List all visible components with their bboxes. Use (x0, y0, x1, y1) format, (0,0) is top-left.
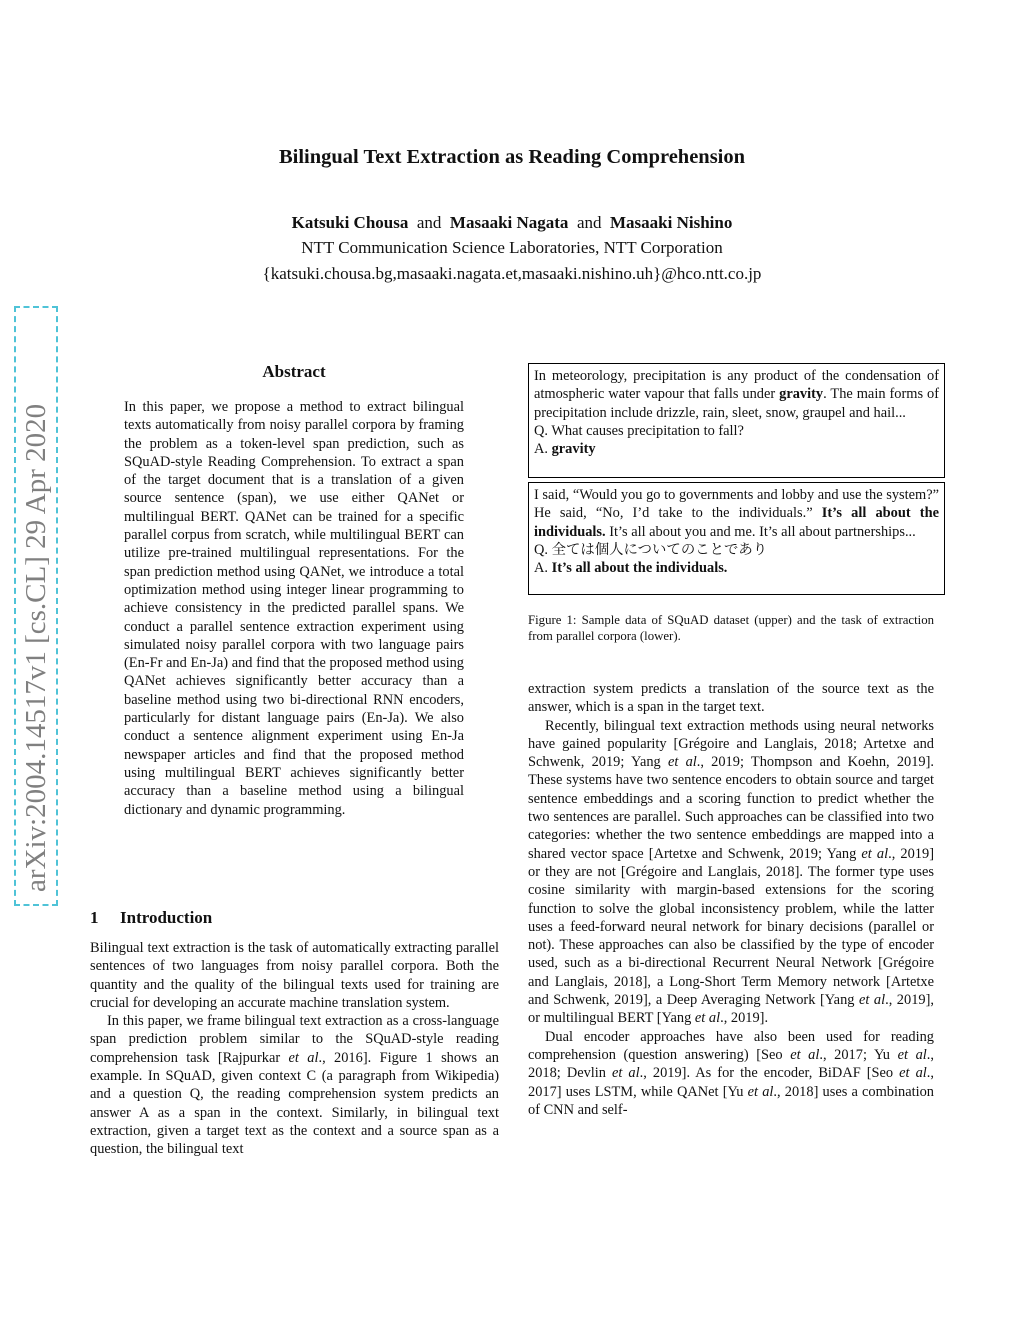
text-run: ., 2018; Devlin (528, 1046, 934, 1082)
citation-etal: et al (858, 992, 886, 1009)
paper-title: Bilingual Text Extraction as Reading Comprehension (278, 146, 746, 168)
author-list (0, 213, 1024, 233)
intro-right-column (528, 680, 934, 1119)
author-separator: and (416, 213, 442, 232)
figure-answer (534, 440, 939, 458)
text-run: ., 2019]. As for the encoder, BiDAF [Seo (639, 1065, 900, 1082)
citation-etal: et al (899, 1065, 927, 1082)
paragraph (528, 1028, 934, 1119)
figure-answer (534, 559, 939, 577)
section-number: 1 (90, 908, 99, 927)
citation-etal: et al (288, 1049, 319, 1066)
figure-context (534, 367, 939, 422)
citation-etal: et al (861, 845, 889, 862)
text-run: ., 2016]. Figure 1 shows an example. In SQuAD, given context C (a paragraph from Wikipedia) and a question Q, the reading comprehension system predicts an answer A as a span in the context. Similarly, in bilingual text extraction, given a target text as the context and a source span as a question, the bilingual text (90, 1049, 499, 1158)
text-run: In this paper, we frame bilingual text extraction as a cross-language span prediction problem similar to the SQuAD-style reading comprehension task [Rajpurkar (90, 1013, 499, 1066)
section-heading (90, 908, 212, 928)
citation-etal: et al (747, 1083, 774, 1100)
text-run: ., 2019]. (720, 1010, 769, 1027)
text-run: Dual encoder approaches have also been used for reading comprehension (question answering) [Seo (528, 1028, 934, 1063)
abstract-text: In this paper, we propose a method to extract bilingual texts automatically from noisy parallel corpora by framing the problem as a token-level span prediction, such as SQuAD-style Reading Comprehension. To extract a span of the target document that is a translation of a given source sentence (span), we use either QANet or multilingual BERT. QANet can be trained for a specific parallel corpus from scratch, while multilingual BERT can utilize pre-trained multilingual representations. For the span prediction method using QANet, we introduce a total optimization method using integer linear programming to achieve consistency in the predicted parallel spans. We conduct a parallel sentence extraction experiment using simulated noisy parallel corpora with two language pairs (En-Fr and En-Ja) and find that the proposed method using QANet achieves significantly better accuracy than a baseline method using two bi-directional RNN encoders, particularly for distant language pairs (En-Ja). We also conduct a sentence alignment experiment using En-Ja newspaper articles and find that the proposed method using multilingual BERT achieves significantly better accuracy than a baseline method using a bilingual dictionary and dynamic programming. (124, 399, 464, 818)
citation-etal: et al (694, 1010, 721, 1027)
text-run: ., 2019], or multilingual BERT [Yang (528, 992, 934, 1027)
citation-etal: et al (790, 1046, 820, 1063)
author-separator: and (576, 213, 602, 232)
abstract-heading: Abstract (262, 362, 326, 381)
text-run: ., 2017; Yu (819, 1046, 898, 1063)
author-name: Katsuki Chousa (291, 213, 409, 232)
text-run: In meteorology, precipitation is any product of the condensation of atmospheric water vapour that falls under (534, 368, 939, 403)
text-run: It’s all about you and me. It’s all about partnerships... (605, 523, 916, 540)
section-title: Introduction (120, 908, 213, 927)
author-emails: {katsuki.chousa.bg,masaaki.nagata.et,masaaki.nishino.uh}@hco.ntt.co.jp (262, 264, 762, 283)
figure-caption: Figure 1: Sample data of SQuAD dataset (upper) and the task of extraction from parallel corpora (lower). (528, 613, 934, 643)
answer-text: gravity (551, 441, 596, 458)
figure-box-squad (528, 363, 945, 478)
highlighted-answer: It’s all about the individuals. (534, 505, 939, 540)
citation-etal: et al (612, 1065, 640, 1082)
paragraph (528, 717, 934, 1028)
citation-etal: et al (667, 754, 697, 771)
highlighted-answer: gravity (779, 386, 824, 403)
abstract-body (124, 398, 464, 819)
text-run: ., 2018] uses a combination of CNN and self- (528, 1083, 934, 1118)
answer-prefix: A. (534, 560, 552, 577)
text-run: ., 2019] or they are not [Grégoire and Langlais, 2018]. The former type uses cosine similarity with margin-based extensions for the scoring function to solve the global inconsistency problem, while the latter uses a feed-forward neural network for binary decisions (parallel or not). These approaches can also be classified by the type of encoder used, such as a bi-directional Recurrent Neural Network [Grégoire and Langlais, 2018], a Long-Short Term Memory network [Artetxe and Schwenk, 2019], a Deep Averaging Network [Yang (528, 845, 934, 1009)
paragraph: Bilingual text extraction is the task of automatically extracting parallel sentences of two languages from noisy parallel corpora. Both the quantity and the quality of the bilingual texts used for training are crucial for developing an accurate machine translation system. (90, 940, 499, 1011)
text-run: . The main forms of precipitation include drizzle, rain, sleet, snow, graupel and hail... (534, 386, 939, 421)
text-run: ., 2017] uses LSTM, while QANet [Yu (528, 1065, 934, 1100)
figure-question: Q. What causes precipitation to fall? (534, 422, 744, 439)
citation-etal: et al (897, 1046, 927, 1063)
paragraph: extraction system predicts a translation of the source text as the answer, which is a span in the target text. (528, 681, 934, 716)
text-run: Recently, bilingual text extraction methods using neural networks have gained popularity [Grégoire and Langlais, 2018; Artetxe and Schwenk, 2019; Yang (528, 717, 934, 771)
affiliation: NTT Communication Science Laboratories, NTT Corporation (301, 238, 723, 257)
text-run: ., 2019; Thompson and Koehn, 2019]. These systems have two sentence encoders to obtain source and target sentence embeddings and a scoring function to predict whether the two sentences are parallel. Such approaches can be classified into two categories: whether the two sentence embeddings are mapped into a shared vector space [Artetxe and Schwenk, 2019; Yang (528, 754, 934, 862)
answer-text: It’s all about the individuals. (551, 560, 728, 577)
author-name: Masaaki Nishino (609, 213, 733, 232)
paragraph (90, 1012, 499, 1158)
arxiv-stamp: arXiv:2004.14517v1 [cs.CL] 29 Apr 2020 (14, 306, 58, 906)
figure-box-parallel (528, 482, 945, 595)
figure-context (534, 486, 939, 541)
text-run: I said, “Would you go to governments and lobby and use the system?” He said, “No, I’d take to the individuals.” (534, 487, 939, 522)
figure-question: Q. 全ては個人についてのことであり (534, 541, 768, 558)
intro-left-column (90, 939, 499, 1159)
answer-prefix: A. (534, 441, 552, 458)
author-name: Masaaki Nagata (449, 213, 569, 232)
